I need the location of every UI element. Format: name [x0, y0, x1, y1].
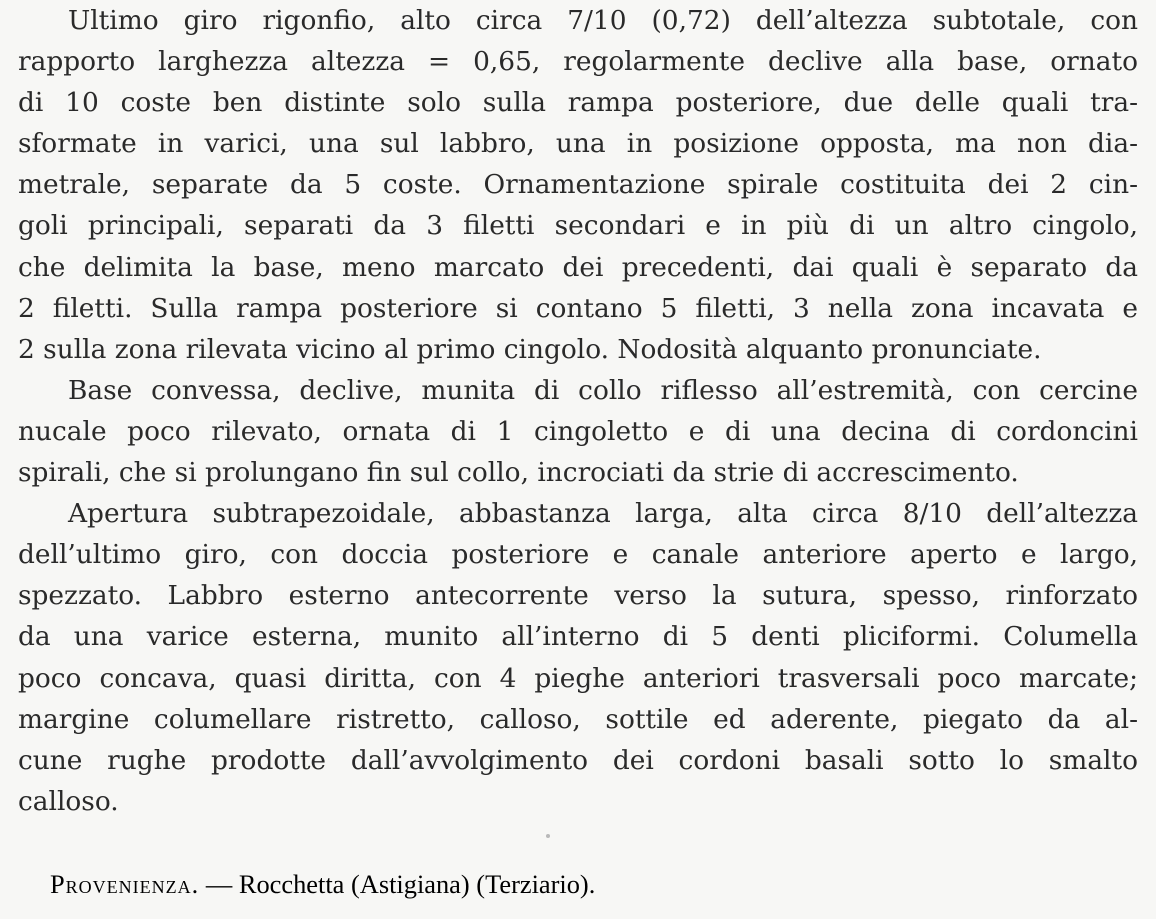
text-line: spezzato. Labbro esterno antecorrente verso la sutura, spesso, rinforzato: [18, 580, 1138, 612]
text-line: margine columellare ristretto, calloso, sottile ed aderente, piegato da al-: [18, 703, 1138, 735]
text-line: sformate in varici, una sul labbro, una in posizione opposta, ma non dia-: [18, 128, 1138, 160]
text-line: rapporto larghezza altezza = 0,65, regolarmente declive alla base, ornato: [18, 46, 1138, 78]
document-page: [18, 0, 1138, 919]
provenance-separator: —: [199, 869, 239, 899]
paragraph-last-whorl: [18, 0, 1138, 370]
text-line: spirali, che si prolungano fin sul collo, incrociati da strie di accrescimento.: [18, 457, 1019, 489]
text-line: poco concava, quasi diritta, con 4 pieghe anteriori trasversali poco marcate;: [18, 662, 1138, 694]
text-line: dell’ultimo giro, con doccia posteriore e canale anteriore aperto e largo,: [18, 539, 1138, 571]
paper-speck: [546, 834, 550, 838]
text-line: da una varice esterna, munito all’interno di 5 denti pliciformi. Columella: [18, 621, 1138, 653]
text-line: Apertura subtrapezoidale, abbastanza larga, alta circa 8/10 dell’altezza: [68, 498, 1138, 530]
provenance-label: Provenienza.: [50, 869, 200, 899]
text-line: calloso.: [18, 785, 119, 817]
text-line: 2 filetti. Sulla rampa posteriore si contano 5 filetti, 3 nella zona incavata e: [18, 292, 1138, 324]
body-text: [18, 0, 1138, 822]
text-line: goli principali, separati da 3 filetti secondari e in più di un altro cingolo,: [18, 210, 1138, 242]
text-line: Base convessa, declive, munita di collo riflesso all’estremità, con cercine: [68, 374, 1138, 406]
text-line: di 10 coste ben distinte solo sulla rampa posteriore, due delle quali tra-: [18, 87, 1138, 119]
provenance-value: Rocchetta (Astigiana) (Terziario).: [238, 869, 596, 899]
text-line: Ultimo giro rigonfio, alto circa 7/10 (0,72) dell’altezza subtotale, con: [68, 5, 1138, 36]
paragraph-base: [18, 370, 1138, 493]
text-line: che delimita la base, meno marcato dei precedenti, dai quali è separato da: [18, 251, 1138, 283]
paragraph-aperture: [18, 493, 1138, 822]
provenance-line: [50, 864, 595, 905]
text-line: 2 sulla zona rilevata vicino al primo cingolo. Nodosità alquanto pronunciate.: [18, 333, 1042, 365]
text-line: metrale, separate da 5 coste. Ornamentazione spirale costituita dei 2 cin-: [18, 169, 1138, 201]
text-line: cune rughe prodotte dall’avvolgimento dei cordoni basali sotto lo smalto: [18, 744, 1138, 776]
text-line: nucale poco rilevato, ornata di 1 cingoletto e di una decina di cordoncini: [18, 415, 1138, 447]
